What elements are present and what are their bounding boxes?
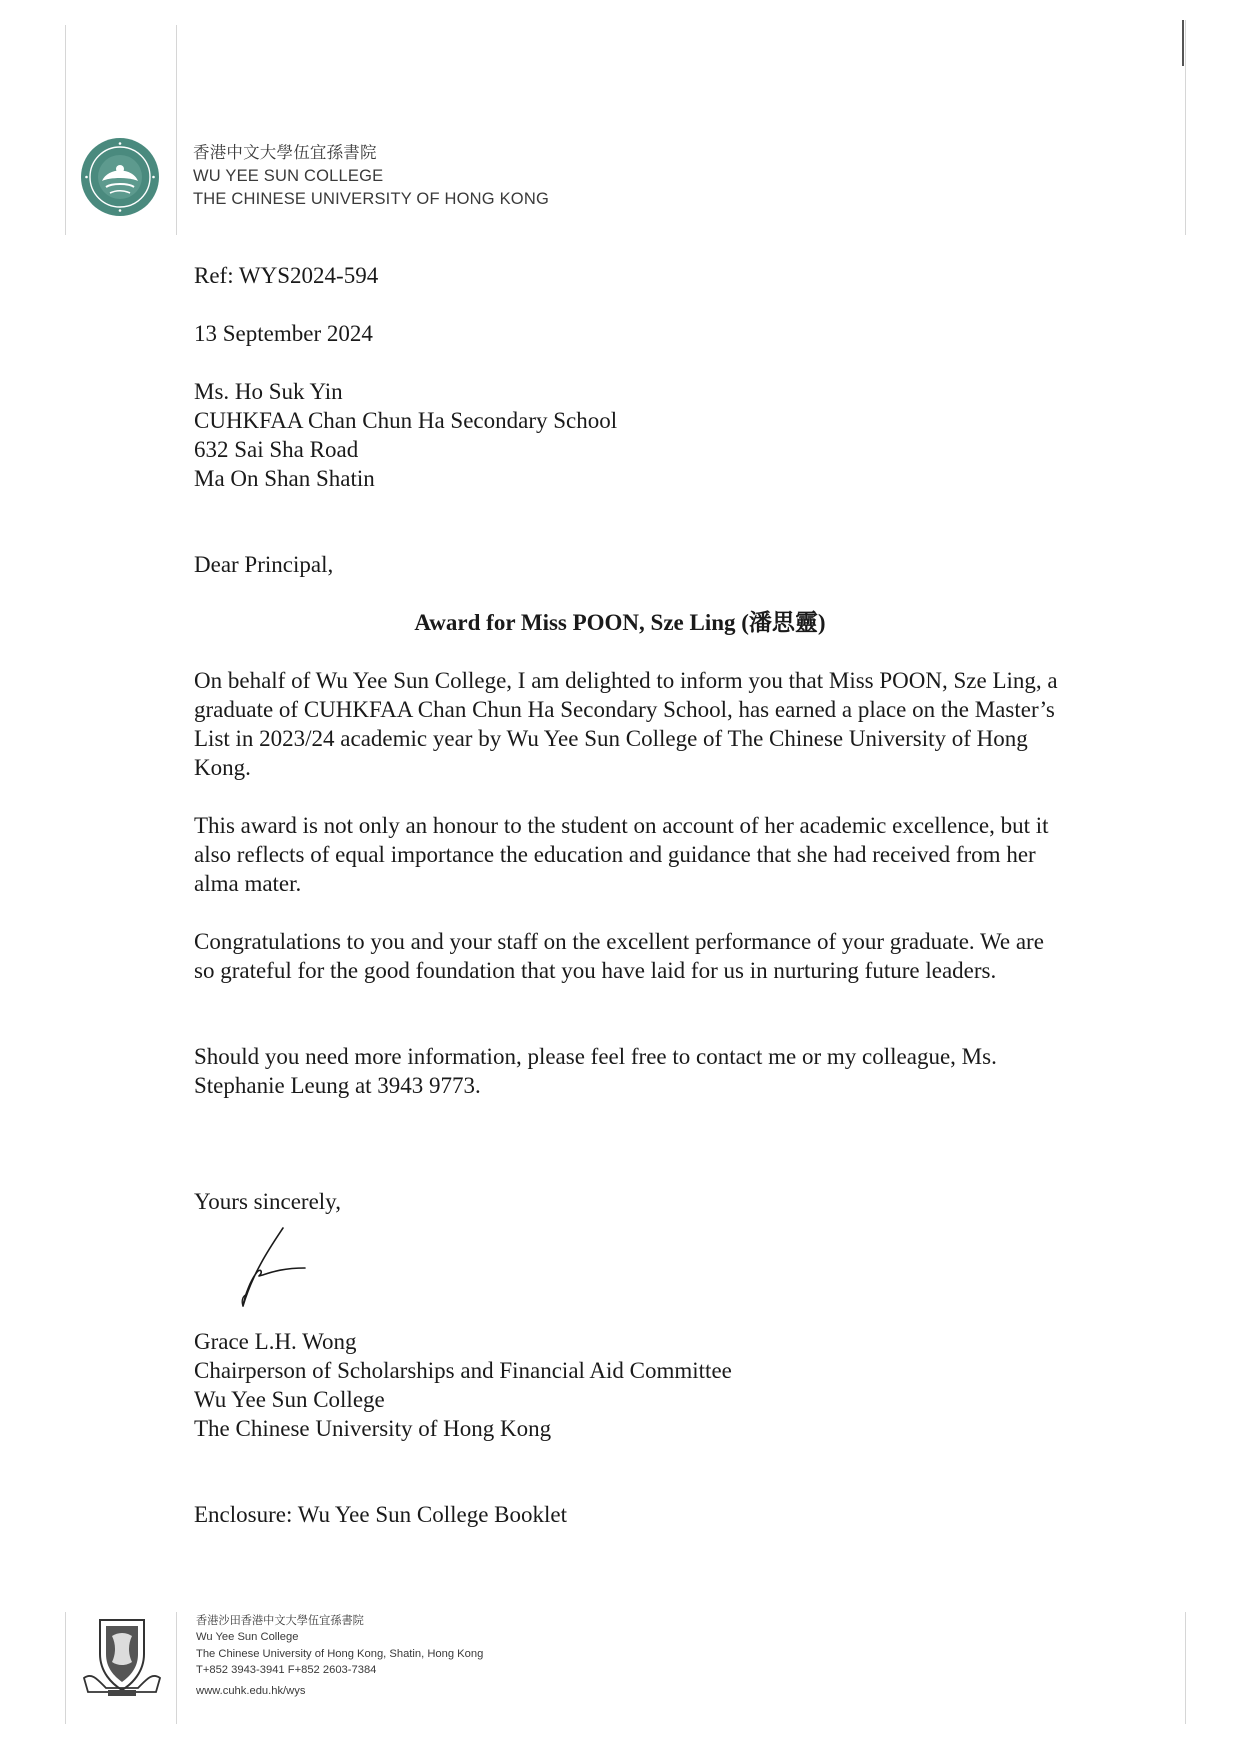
right-margin-rule-top [1185, 20, 1186, 235]
recipient-address [194, 377, 617, 493]
right-fold-mark [1182, 20, 1184, 66]
complimentary-close: Yours sincerely, [194, 1189, 341, 1214]
left-header-rule [176, 25, 177, 235]
footer-address-english: The Chinese University of Hong Kong, Shatin, Hong Kong [196, 1647, 484, 1660]
recipient-name: Ms. Ho Suk Yin [194, 379, 343, 404]
footer-contact [196, 1613, 483, 1699]
reference-number: Ref: WYS2024-594 [194, 263, 379, 288]
college-name-english: WU YEE SUN COLLEGE [193, 167, 384, 185]
footer-address-chinese: 香港沙田香港中文大學伍宜孫書院 [196, 1615, 364, 1627]
footer-college-name: Wu Yee Sun College [196, 1631, 299, 1644]
college-name-chinese: 香港中文大學伍宜孫書院 [193, 144, 377, 162]
left-margin-rule-top [65, 25, 66, 235]
footer-website-link[interactable]: www.cuhk.edu.hk/wys [196, 1684, 306, 1697]
body-paragraph-3: Congratulations to you and your staff on the excellent performance of your graduate. We are so grateful for the good foundation that you have laid for us in nurturing future leaders. [194, 929, 1044, 983]
recipient-school: CUHKFAA Chan Chun Ha Secondary School [194, 408, 618, 433]
body-paragraph-2: This award is not only an honour to the student on account of her academic excellence, but it also reflects of equal importance the education and guidance that she had received from her alma mater. [194, 813, 1049, 896]
body-paragraph-1: On behalf of Wu Yee Sun College, I am delighted to inform you that Miss POON, Sze Ling, a graduate of CUHKFAA Chan Chun Ha Secondary School, has earned a place on the Master’s List in 2023/24 academic year by Wu Yee Sun College of The Chinese University of Hong Kong. [194, 668, 1058, 780]
right-margin-rule-bottom [1185, 1612, 1186, 1724]
signatory-title: Chairperson of Scholarships and Financial Aid Committee [194, 1358, 732, 1383]
left-margin-rule-bottom [65, 1612, 66, 1724]
enclosure-note: Enclosure: Wu Yee Sun College Booklet [194, 1502, 568, 1527]
letter-date: 13 September 2024 [194, 321, 373, 346]
university-seal-logo [78, 1614, 166, 1702]
footer-phone-fax: T+852 3943-3941 F+852 2603-7384 [196, 1664, 377, 1677]
letter-subject: Award for Miss POON, Sze Ling (潘思靈) [414, 610, 826, 635]
salutation: Dear Principal, [194, 552, 334, 577]
university-name: THE CHINESE UNIVERSITY OF HONG KONG [193, 190, 549, 208]
signatory-college: Wu Yee Sun College [194, 1387, 385, 1412]
left-footer-rule [176, 1612, 177, 1724]
signatory-university: The Chinese University of Hong Kong [194, 1416, 552, 1441]
recipient-district: Ma On Shan Shatin [194, 466, 375, 491]
body-paragraph-4: Should you need more information, please feel free to contact me or my colleague, Ms. Stephanie Leung at 3943 9773. [194, 1044, 997, 1098]
recipient-street: 632 Sai Sha Road [194, 437, 359, 462]
college-crest-logo [80, 137, 160, 217]
handwritten-signature [225, 1224, 315, 1314]
signatory-name: Grace L.H. Wong [194, 1329, 357, 1354]
signatory-block [194, 1327, 732, 1443]
letterhead [193, 142, 549, 211]
